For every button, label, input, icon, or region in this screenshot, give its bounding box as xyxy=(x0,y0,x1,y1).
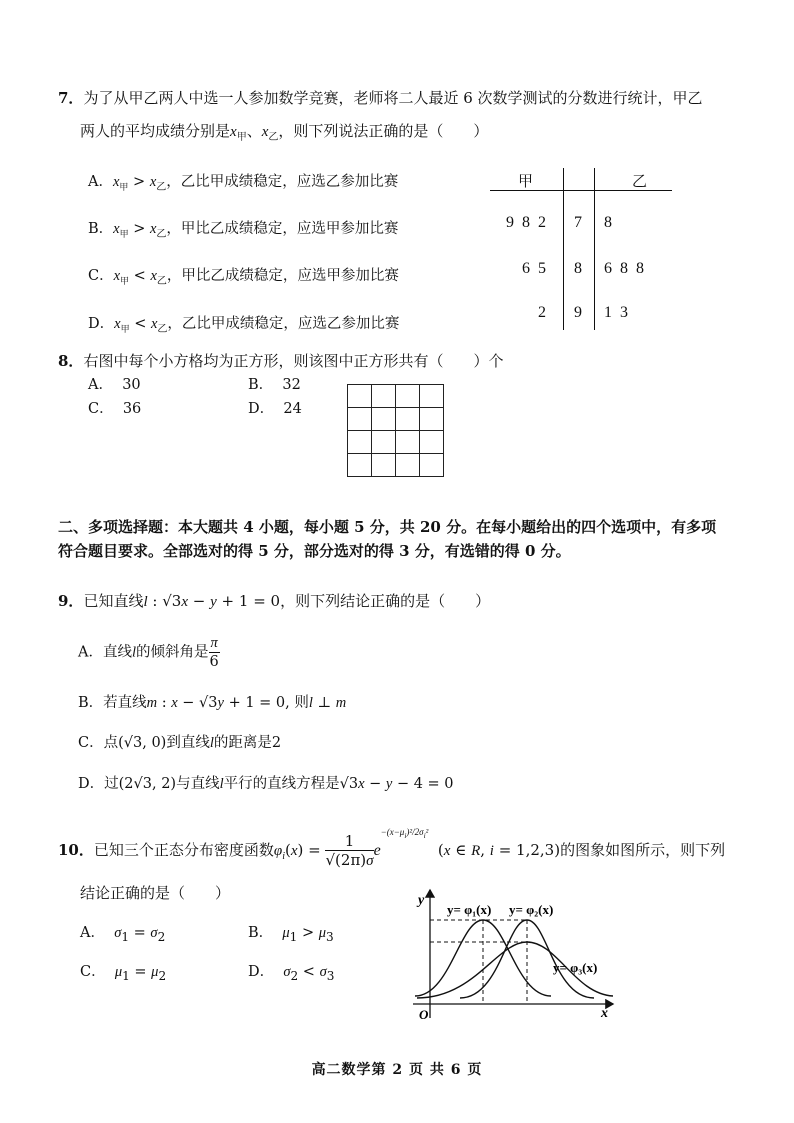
leaf-left-row2: 6 5 xyxy=(522,260,548,277)
page-footer: 高二数学第 2 页 共 6 页 xyxy=(311,1062,483,1078)
q7-text-line2b: ，则下列说法正确的是（ ） xyxy=(278,122,489,140)
graph-origin-label: O xyxy=(419,1007,429,1021)
q10-stem-line2: 结论正确的是（ ） xyxy=(80,884,231,902)
stem-row1: 7 xyxy=(574,214,582,231)
q9-frac-pi-6: $\frac{\pi}{6}$ xyxy=(209,635,219,670)
leaf-left-row1: 9 8 2 xyxy=(506,214,548,231)
q8-stem xyxy=(58,351,503,371)
q7-text-line2a: 两人的平均成绩分别是 xyxy=(80,122,231,140)
q7-line2: 两人的平均成绩分别是$x_甲$、$x_乙$，则下列说法正确的是（ ） xyxy=(80,122,489,143)
q8-square-grid xyxy=(347,384,444,477)
stem-row2: 8 xyxy=(574,260,582,277)
q7-xbar-yi: $x_乙$ xyxy=(261,124,279,143)
stem-row3: 9 xyxy=(574,304,582,321)
curve-label-phi1: y= φ₁(x) xyxy=(447,902,492,917)
q9-option-b[interactable]: B．若直线m : x − √3y + 1 = 0, 则l ⊥ m xyxy=(78,695,347,711)
leaf-right-row1: 8 xyxy=(604,214,614,231)
q10-option-a[interactable]: A． $\sigma_1 = \sigma_2$ xyxy=(80,925,166,944)
stem-leaf-divider-left xyxy=(563,168,564,330)
q9-option-c[interactable]: C．点(√3, 0)到直线l的距离是2 xyxy=(78,735,282,751)
q7-option-a[interactable]: A．$x_甲 > x_乙$，乙比甲成绩稳定，应选乙参加比赛 xyxy=(88,174,399,193)
q10-density-fraction: $\frac{1}{√(2\pi)\sigma}$ xyxy=(325,832,374,869)
q7-option-d[interactable]: D．$x_甲 < x_乙$，乙比甲成绩稳定，应选乙参加比赛 xyxy=(88,316,400,335)
q7-option-b[interactable]: B．$x_甲 > x_乙$，甲比乙成绩稳定，应选甲参加比赛 xyxy=(88,221,399,240)
q8-option-a[interactable]: A． 30 xyxy=(88,377,141,393)
q10-normal-curves-graph xyxy=(405,886,620,1021)
q8-option-b[interactable]: B． 32 xyxy=(248,377,301,393)
leaf-right-row3: 1 3 xyxy=(604,304,630,321)
stem-leaf-header-yi: 乙 xyxy=(632,174,648,190)
stem-leaf-header-jia: 甲 xyxy=(518,174,534,190)
q7-number: 7． xyxy=(58,89,84,107)
q7-line1 xyxy=(58,88,703,108)
section2-heading-line2: 符合题目要求。全部选对的得 5 分，部分选对的得 3 分，有选错的得 0 分。 xyxy=(58,542,571,560)
q8-option-d[interactable]: D． 24 xyxy=(248,401,302,417)
q9-line-equation: l xyxy=(143,594,148,610)
q9-stem: 9．已知直线l : √3x − y + 1 = 0，则下列结论正确的是（ ） xyxy=(58,592,491,610)
q10-option-d[interactable]: D． $\sigma_2 < \sigma_3$ xyxy=(248,964,335,983)
stem-leaf-plot xyxy=(490,168,672,330)
q10-stem: 10．已知三个正态分布密度函数$\varphi_i(x)$ = $\frac{1}{√(2\pi)\sigma}$ $e^{-(x-\mu_i)^2/2\sigma_i^2}$ (x ∈ R, i = 1,2,3)的图象如图所示，则下列 xyxy=(58,827,726,869)
q8-option-c[interactable]: C． 36 xyxy=(88,401,142,417)
q7-option-c[interactable]: C．$x_甲 < x_乙$，甲比乙成绩稳定，应选甲参加比赛 xyxy=(88,268,399,287)
curve-label-phi2: y= φ₂(x) xyxy=(509,902,554,917)
section2-heading-line1: 二、多项选择题：本大题共 4 小题，每小题 5 分，共 20 分。在每小题给出的四个选项中，有多项 xyxy=(58,518,717,536)
leaf-left-row3: 2 xyxy=(538,304,548,321)
q10-option-c[interactable]: C． $\mu_1 = \mu_2$ xyxy=(80,964,167,983)
graph-x-label: x xyxy=(601,1006,608,1021)
q10-option-b[interactable]: B． $\mu_1 > \mu_3$ xyxy=(248,925,334,944)
q9-option-d[interactable]: D．过(2√3, 2)与直线l平行的直线方程是√3x − y − 4 = 0 xyxy=(78,776,454,792)
q7-xbar-jia: $x_甲$ xyxy=(230,124,247,143)
q9-option-a[interactable]: A．直线l的倾斜角是 $\frac{\pi}{6}$ xyxy=(78,635,219,670)
leaf-right-row2: 6 8 8 xyxy=(604,260,646,277)
graph-y-label: y xyxy=(418,893,425,908)
q9-number: 9． xyxy=(58,592,84,610)
curve-label-phi3: y= φ₃(x) xyxy=(553,960,598,975)
q8-text: 右图中每个小方格均为正方形，则该图中正方形共有（ ）个 xyxy=(83,352,504,370)
q8-number: 8． xyxy=(58,352,84,370)
q7-text-line1: 为了从甲乙两人中选一人参加数学竞赛，老师将二人最近 6 次数学测试的分数进行统计，甲乙 xyxy=(83,89,703,107)
q10-number: 10． xyxy=(58,841,94,859)
stem-leaf-divider-right xyxy=(594,168,595,330)
